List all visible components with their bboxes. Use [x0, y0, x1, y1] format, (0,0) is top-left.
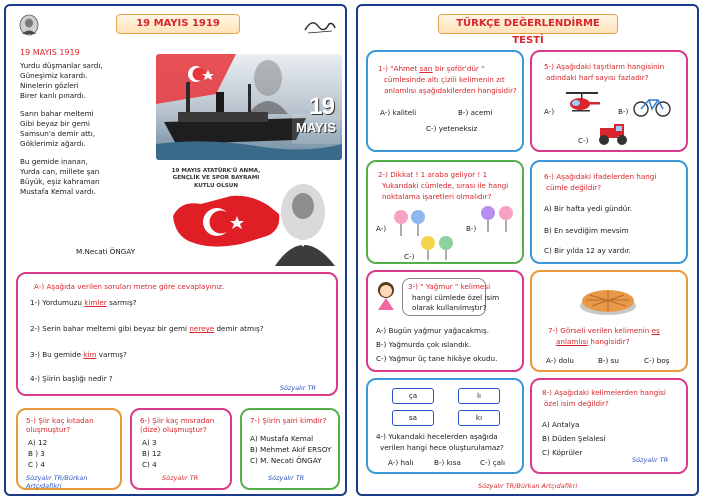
- q2-option-a: A-): [376, 224, 387, 233]
- question-2: 2-) Serin bahar meltemi gibi beyaz bir gemi nereye demir atmış?: [30, 324, 264, 333]
- question-3: 3-) Bu gemide kim varmış?: [30, 350, 127, 359]
- option-c: C) 4: [142, 460, 157, 469]
- left-page: [4, 4, 347, 496]
- left-page-title: 19 MAYIS 1919: [116, 14, 240, 34]
- q1-line1: 1-) "Ahmet sarı bir şoför'dür ": [378, 64, 485, 73]
- test-question-5: [530, 50, 688, 152]
- q5-option-b: B-): [618, 107, 629, 116]
- option-b: B ) 3: [28, 449, 45, 458]
- q1-option-c: C-) yeteneksiz: [426, 124, 478, 133]
- q1-line3: anlamlısı aşağıdakilerden hangisidir?: [384, 86, 517, 95]
- q5-option-a: A-): [544, 107, 555, 116]
- poster-word: MAYIS: [296, 120, 336, 135]
- q7-line2: anlamlısı hangisidir?: [556, 337, 630, 346]
- q3-option-a: A-) Bugün yağmur yağacakmış.: [376, 326, 490, 335]
- q8-line1: 8-) Aşağıdaki kelimelerden hangisi: [542, 388, 666, 397]
- q8-option-c: C) Köprüler: [542, 448, 583, 457]
- q3-line1: 3-) " Yağmur " kelimesi: [408, 282, 491, 291]
- question-5-box: [16, 408, 122, 490]
- poem-line: Büyük, eşiz kahraman: [20, 177, 100, 186]
- q1-line2: cümlesinde altı çizili kelimenin zıt: [384, 75, 505, 84]
- box6-signature: Sözyalır TR: [162, 474, 199, 482]
- q2-option-c: C-): [404, 252, 415, 261]
- flag-portrait-image: [171, 166, 343, 266]
- test-question-7: [530, 270, 688, 372]
- celebration-text: 19 MAYIS ATATÜRK'Ü ANMA, GENÇLİK VE SPOR BAYRAMI KUTLU OLSUN: [171, 168, 261, 189]
- syllable-card: ça: [392, 388, 434, 404]
- q7-option-b: B-) su: [598, 356, 619, 365]
- girl-character-icon: [374, 280, 398, 312]
- ataturk-signature-icon: [302, 16, 338, 36]
- poem-line: Mustafa Kemal vardı.: [20, 187, 96, 196]
- test-question-1: [366, 50, 524, 152]
- right-page: [356, 4, 699, 496]
- q6-option-a: A) Bir hafta yedi gündür.: [544, 204, 632, 213]
- pie-icon: [578, 284, 638, 318]
- qa-signature: Sözyalır TR: [279, 384, 316, 392]
- questions-heading: A-) Aşağıda verilen soruları metne göre cevaplayınız.: [34, 282, 225, 291]
- poem-line: Gibi beyaz bir gemi: [20, 119, 90, 128]
- poem-line: Birer kanlı pınardı.: [20, 91, 86, 100]
- syllable-card: lı: [458, 388, 500, 404]
- poem-line: Ninelerin gözleri: [20, 81, 79, 90]
- footer-signature: Sözyalır TR/Bürkan Artçıdafikri: [478, 482, 578, 490]
- reading-questions-box: [16, 272, 338, 396]
- q6-option-c: C) Bir yılda 12 ay vardır.: [544, 246, 631, 255]
- q5-line1: 5-) Aşağıdaki taşıtların hangisinin: [544, 62, 665, 71]
- poem-line: Sarın bahar meltemi: [20, 109, 94, 118]
- option-a: A) 3: [142, 438, 157, 447]
- q7-option-c: C-) boş: [644, 356, 670, 365]
- helicopter-icon: [562, 90, 602, 114]
- q1-option-a: A-) kaliteli: [380, 108, 417, 117]
- option-c: C ) 4: [28, 460, 45, 469]
- test-question-8: [530, 378, 688, 474]
- option-c: C) M. Necati ÖNGAY: [250, 456, 322, 465]
- test-question-3: [366, 270, 524, 372]
- poem-line: Yurda can, millete şan: [20, 167, 100, 176]
- poem-line: Güneşimiz karardı.: [20, 71, 88, 80]
- q3-line3: olarak kullanılmıştır?: [412, 303, 487, 312]
- test-question-6: [530, 160, 688, 264]
- tractor-icon: [594, 122, 634, 146]
- q6-line1: 6-) Aşağıdaki ifadelerden hangi: [544, 172, 657, 181]
- q7-line1: 7-) Görseli verilen kelimenin eş: [548, 326, 660, 335]
- poem-line: Göklerimiz ağardı.: [20, 139, 86, 148]
- box5-signature: Sözyalır TR/Bürkan Artçıdafikri: [26, 474, 88, 491]
- q7-option-a: A-) dolu: [546, 356, 574, 365]
- q8-option-b: B) Düden Şelalesi: [542, 434, 606, 443]
- question-1: 1-) Yordumuzu kimler sarmış?: [30, 298, 137, 307]
- poem-author: M.Necati ÖNGAY: [76, 247, 136, 256]
- q2-option-b: B-): [466, 224, 477, 233]
- q4-line2: verilen hangi hece oluşturulamaz?: [380, 443, 504, 452]
- poem: [20, 48, 150, 197]
- poem-line: Bu gemide inanan,: [20, 157, 88, 166]
- q4-option-a: A-) halı: [388, 458, 414, 467]
- poem-title: 19 MAYIS 1919: [20, 48, 80, 57]
- option-b: B) Mehmet Akif ERSOY: [250, 445, 332, 454]
- q3-option-b: B-) Yağmurda çok ıslandık.: [376, 340, 472, 349]
- punctuation-balloons-b-icon: [478, 204, 518, 234]
- q8-line2: özel isim değildir?: [544, 399, 609, 408]
- box7-signature: Sözyalır TR: [268, 474, 305, 482]
- q3-option-c: C-) Yağmur üç tane hikâye okudu.: [376, 354, 498, 363]
- question-7-text: 7-) Şiirin şairi kimdir?: [250, 416, 327, 425]
- poster-number: 19: [309, 93, 334, 120]
- option-a: A) 12: [28, 438, 48, 447]
- option-b: B) 12: [142, 449, 162, 458]
- q2-line3: noktalama işaretleri olmalıdır?: [382, 192, 492, 201]
- q2-line2: Yukarıdaki cümlede, sırası ile hangi: [382, 181, 509, 190]
- poem-line: Samsun'a demir attı,: [20, 129, 96, 138]
- test-question-4: [366, 378, 524, 474]
- syllable-card: kı: [458, 410, 500, 426]
- question-6-text: 6-) Şiir kaç mısradan (dize) oluşmuştur?: [140, 416, 215, 434]
- bicycle-icon: [632, 94, 672, 118]
- q8-signature: Sözyalır TR: [632, 456, 669, 464]
- q4-option-b: B-) kısa: [434, 458, 461, 467]
- q2-line1: 2-) Dikkat ! 1 araba geliyor ! 1: [378, 170, 488, 179]
- question-4: 4-) Şiirin başlığı nedir ?: [30, 374, 113, 383]
- poem-line: Yurdu düşmanlar sardı,: [20, 61, 103, 70]
- option-a: A) Mustafa Kemal: [250, 434, 314, 443]
- q6-line2: cümle değildir?: [546, 183, 602, 192]
- q3-line2: hangi cümlede özel isim: [412, 293, 500, 302]
- q4-line1: 4-) Yukarıdaki hecelerden aşağıda: [376, 432, 498, 441]
- bandirma-ship-poster: [156, 54, 342, 160]
- question-6-box: [130, 408, 232, 490]
- q5-option-c: C-): [578, 136, 589, 145]
- right-page-title: TÜRKÇE DEĞERLENDİRME TESTİ: [438, 14, 618, 34]
- q1-option-b: B-) acemi: [458, 108, 493, 117]
- syllable-card: sa: [392, 410, 434, 426]
- punctuation-balloons-c-icon: [418, 234, 458, 262]
- ataturk-portrait-icon: [16, 14, 42, 36]
- q5-line2: adındaki harf sayısı fazladır?: [546, 73, 649, 82]
- question-7-box: [240, 408, 340, 490]
- q6-option-b: B) En sevdiğim mevsim: [544, 226, 629, 235]
- test-question-2: [366, 160, 524, 264]
- question-5-text: 5-) Şiir kaç kıtadan oluşmuştur?: [26, 416, 94, 434]
- q4-option-c: C-) çalı: [480, 458, 506, 467]
- q8-option-a: A) Antalya: [542, 420, 580, 429]
